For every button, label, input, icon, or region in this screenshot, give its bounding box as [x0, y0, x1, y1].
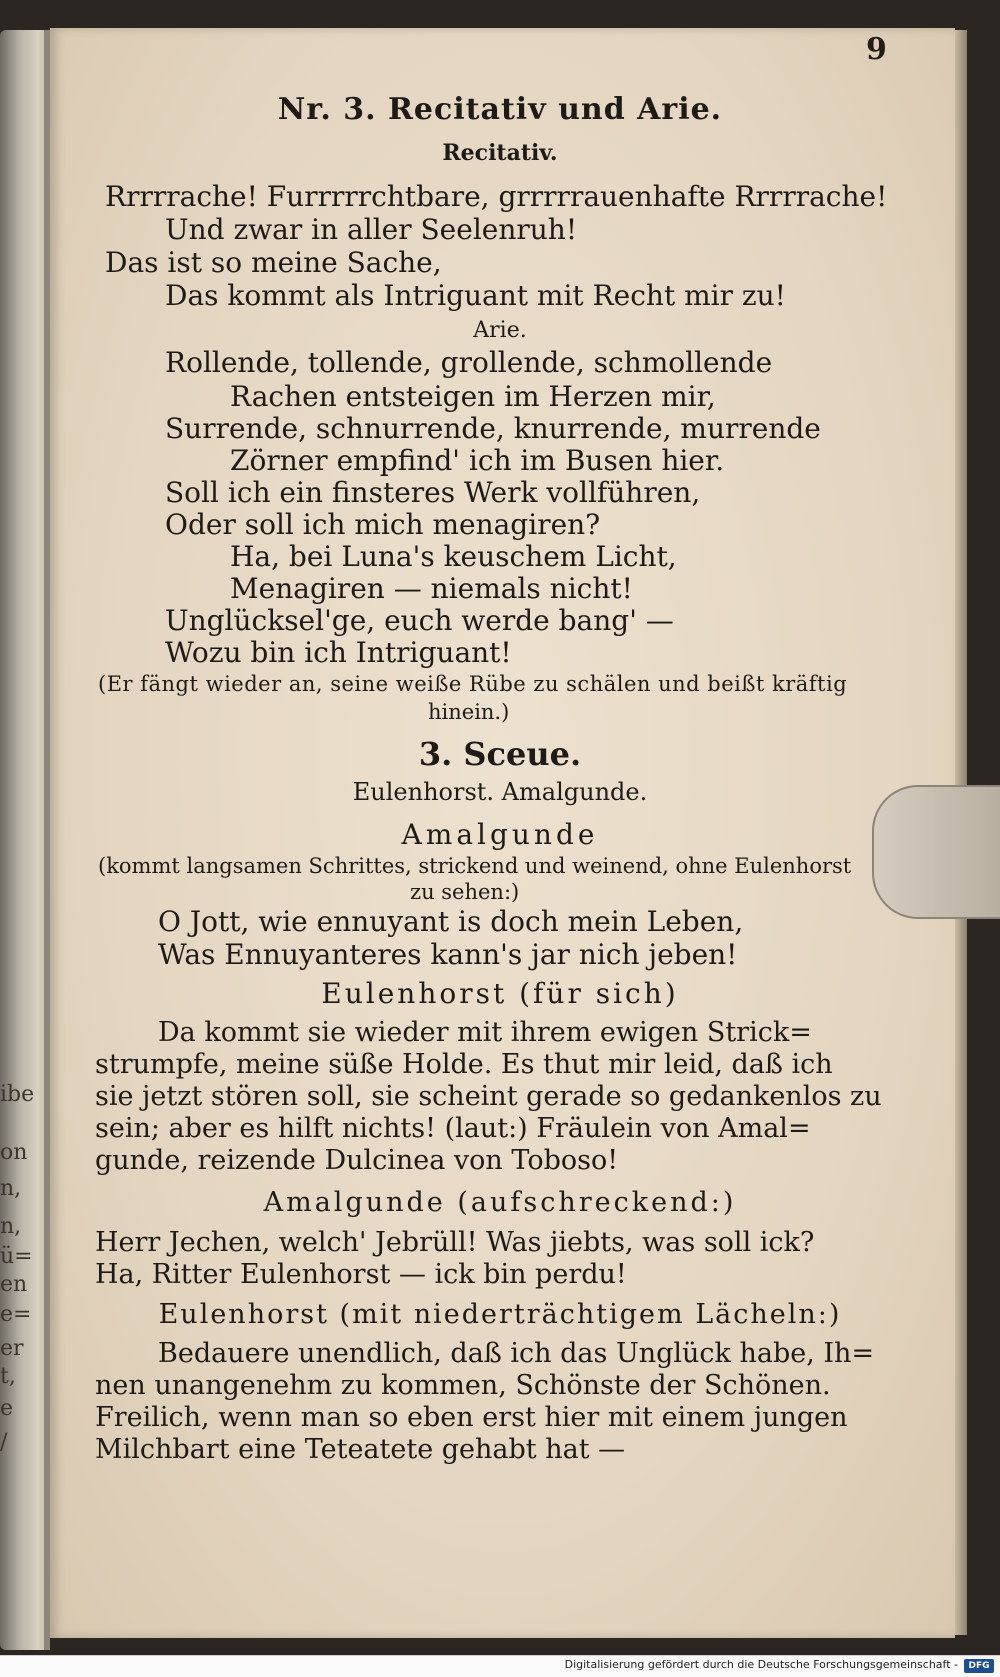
- prose-line: Da kommt sie wieder mit ihrem ewigen Strick=: [158, 1017, 812, 1048]
- speaker-name: Eulenhorst (für sich): [321, 977, 679, 1010]
- page-number: 9: [866, 32, 887, 67]
- left-page-fragment: /: [0, 1430, 8, 1455]
- verse-line: Und zwar in aller Seelenruh!: [165, 213, 578, 246]
- stage-direction: hinein.): [428, 700, 510, 724]
- section-title: Nr. 3. Recitativ und Arie.: [277, 92, 723, 127]
- verse-line: Ha, bei Luna's keuschem Licht,: [230, 540, 677, 573]
- arie-heading: Arie.: [473, 318, 527, 343]
- verse-line: Soll ich ein finsteres Werk vollführen,: [165, 476, 701, 509]
- footer-bar: [0, 1655, 1000, 1677]
- prose-line: sein; aber es hilft nichts! (laut:) Fräulein von Amal=: [95, 1113, 811, 1144]
- prose-line: Bedauere unendlich, daß ich das Unglück habe, Ih=: [158, 1338, 875, 1369]
- stage-direction: (kommt langsamen Schrittes, strickend und weinend, ohne Eulenhorst: [98, 854, 852, 878]
- stage-direction: (Er fängt wieder an, seine weiße Rübe zu schälen und beißt kräftig: [98, 672, 848, 696]
- funding-credit: Digitalisierung gefördert durch die Deutsche Forschungsgemeinschaft -: [564, 1658, 958, 1671]
- verse-line: Surrende, schnurrende, knurrende, murrende: [165, 412, 821, 445]
- left-page-fragment: er: [0, 1336, 24, 1361]
- left-page-fragment: n,: [0, 1214, 22, 1239]
- verse-line: Herr Jechen, welch' Jebrüll! Was jiebts, was soll ick?: [95, 1227, 815, 1258]
- dfg-logo: DFG: [964, 1659, 994, 1673]
- left-page-fragment: t,: [0, 1364, 16, 1389]
- prose-line: strumpfe, meine süße Holde. Es thut mir leid, daß ich: [95, 1049, 833, 1080]
- left-page-fragment: ibe: [0, 1082, 35, 1107]
- verse-line: Rollende, tollende, grollende, schmollende: [165, 346, 773, 379]
- verse-line: Zörner empfind' ich im Busen hier.: [230, 444, 725, 477]
- prose-line: sie jetzt stören soll, sie scheint gerade so gedankenlos zu: [95, 1081, 882, 1112]
- scene-characters: Eulenhorst. Amalgunde.: [352, 778, 648, 806]
- prose-line: Freilich, wenn man so eben erst hier mit einem jungen: [95, 1402, 848, 1433]
- prose-line: gunde, reizende Dulcinea von Toboso!: [95, 1145, 619, 1176]
- stage-direction: zu sehen:): [410, 880, 520, 904]
- verse-line: Rachen entsteigen im Herzen mir,: [230, 380, 716, 413]
- verse-line: O Jott, wie ennuyant is doch mein Leben,: [158, 905, 744, 938]
- verse-line: Das kommt als Intriguant mit Recht mir zu!: [165, 279, 786, 312]
- left-page-fragment: n,: [0, 1176, 22, 1201]
- verse-line: Ha, Ritter Eulenhorst — ick bin perdu!: [95, 1259, 627, 1290]
- verse-line: Das ist so meine Sache,: [105, 246, 442, 279]
- speaker-name: Amalgunde (aufschreckend:): [263, 1187, 737, 1218]
- left-page-fragment: en: [0, 1272, 28, 1297]
- verse-line: Oder soll ich mich menagiren?: [165, 508, 601, 541]
- left-page-fragment: e=: [0, 1302, 32, 1327]
- verse-line: Unglücksel'ge, euch werde bang' —: [165, 604, 674, 637]
- prose-line: nen unangenehm zu kommen, Schönste der Schönen.: [95, 1370, 831, 1401]
- scene-heading: 3. Sceue.: [418, 735, 582, 773]
- verse-line: Was Ennuyanteres kann's jar nich jeben!: [158, 938, 738, 971]
- left-page-fragment: e: [0, 1396, 14, 1421]
- speaker-name: Eulenhorst (mit niederträchtigem Lächeln:): [158, 1299, 842, 1330]
- speaker-name: Amalgunde: [401, 818, 599, 851]
- left-page-fragment: ü=: [0, 1244, 33, 1269]
- recitativ-heading: Recitativ.: [442, 140, 558, 166]
- prose-line: Milchbart eine Teteatete gehabt hat —: [95, 1434, 626, 1465]
- verse-line: Rrrrrache! Furrrrrchtbare, grrrrrauenhafte Rrrrrache!: [105, 180, 888, 213]
- verse-line: Menagiren — niemals nicht!: [230, 572, 633, 605]
- verse-line: Wozu bin ich Intriguant!: [165, 636, 512, 669]
- left-page-fragment: on: [0, 1140, 28, 1165]
